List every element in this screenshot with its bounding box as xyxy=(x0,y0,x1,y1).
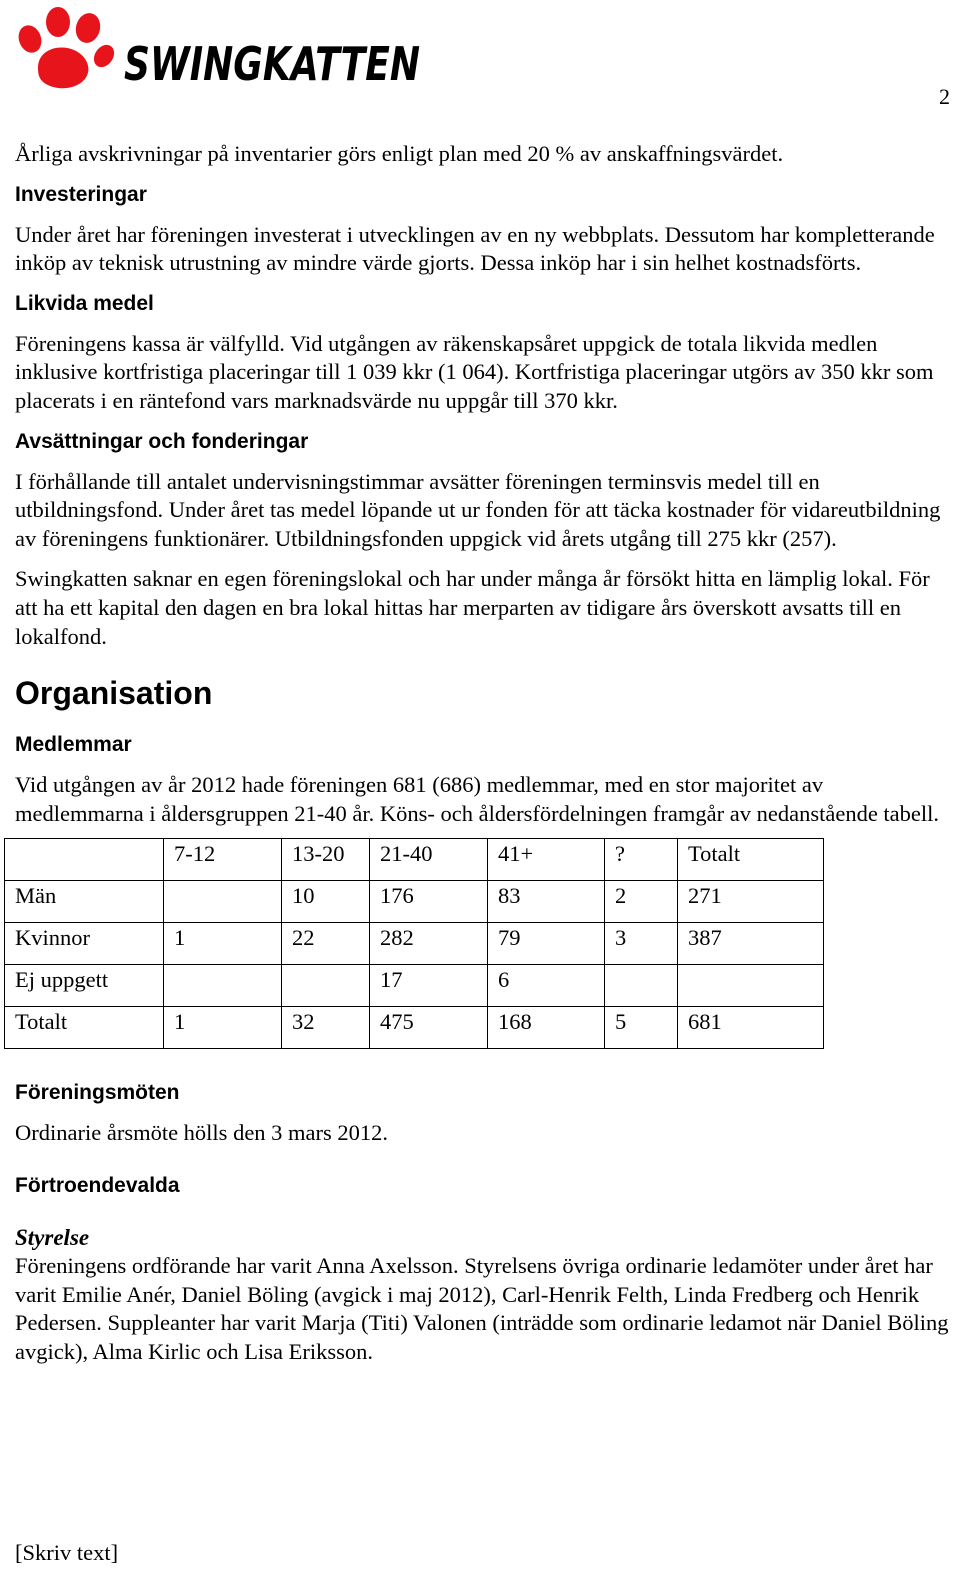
table-cell: 3 xyxy=(605,923,678,965)
table-cell xyxy=(5,839,164,881)
table-cell: 475 xyxy=(370,1007,488,1049)
swingkatten-logo xyxy=(16,6,426,94)
table-cell: 10 xyxy=(282,881,370,923)
table-cell: 21-40 xyxy=(370,839,488,881)
likvida-medel-paragraph: Föreningens kassa är välfylld. Vid utgången av räkenskapsåret uppgick de totala likvida medlen inklusive kortfristiga placeringar till 1 039 kkr (1 064). Kortfristiga placeringar utgörs av 350 kkr som placerats i en räntefond vars marknadsvärde nu uppgår till 370 kkr. xyxy=(15,330,934,413)
fortroendevalda-heading: Förtroendevalda xyxy=(15,1173,180,1197)
page-number: 2 xyxy=(939,84,950,109)
lokalfond-paragraph: Swingkatten saknar en egen föreningslokal och har under många år försökt hitta en lämplig lokal. För att ha ett kapital den dagen en bra lokal hittas har merparten av tidigare års överskott avsatts till en lokalfond. xyxy=(15,566,930,649)
foreningsmoten-paragraph: Ordinarie årsmöte hölls den 3 mars 2012. xyxy=(15,1120,389,1146)
table-row xyxy=(5,923,824,965)
table-cell: 79 xyxy=(488,923,605,965)
table-cell: Kvinnor xyxy=(5,923,164,965)
table-cell xyxy=(164,881,282,923)
table-cell xyxy=(282,965,370,1007)
organisation-heading: Organisation xyxy=(15,675,213,712)
table-cell: 41+ xyxy=(488,839,605,881)
table-cell xyxy=(164,965,282,1007)
table-cell: Män xyxy=(5,881,164,923)
table-cell: 176 xyxy=(370,881,488,923)
table-cell xyxy=(605,965,678,1007)
investeringar-paragraph: Under året har föreningen investerat i utvecklingen av en ny webbplats. Dessutom har kompletterande inköp av teknisk utrustning av mindre värde gjorts. Dessa inköp har i sin helhet kostnadsförts. xyxy=(15,221,935,276)
table-cell: 2 xyxy=(605,881,678,923)
table-cell: ? xyxy=(605,839,678,881)
utbildningsfond-paragraph: I förhållande till antalet undervisningstimmar avsätter föreningen terminsvis medel till en utbildningsfond. Under året tas medel löpande ut ur fonden för att täcka kostnader för vidareutbildning av föreningens funktionärer. Utbildningsfonden uppgick vid årets utgång till 275 kkr (257). xyxy=(15,468,941,551)
table-cell: 32 xyxy=(282,1007,370,1049)
table-cell: Ej uppgett xyxy=(5,965,164,1007)
table-cell: 22 xyxy=(282,923,370,965)
table-row xyxy=(5,1007,824,1049)
table-cell: 5 xyxy=(605,1007,678,1049)
table-cell: 1 xyxy=(164,923,282,965)
medlemmar-heading: Medlemmar xyxy=(15,733,132,757)
table-cell: 83 xyxy=(488,881,605,923)
table-cell: 1 xyxy=(164,1007,282,1049)
table-cell: 17 xyxy=(370,965,488,1007)
table-cell: 282 xyxy=(370,923,488,965)
table-row xyxy=(5,881,824,923)
foreningsmoten-heading: Föreningsmöten xyxy=(15,1081,180,1105)
members-table xyxy=(4,838,824,1049)
footer-placeholder: [Skriv text] xyxy=(15,1540,119,1565)
table-cell: 681 xyxy=(678,1007,824,1049)
table-cell: 168 xyxy=(488,1007,605,1049)
paw-icon xyxy=(15,7,118,88)
depreciation-paragraph: Årliga avskrivningar på inventarier görs enligt plan med 20 % av anskaffningsvärdet. xyxy=(15,141,784,166)
table-row xyxy=(5,965,824,1007)
avsattningar-heading: Avsättningar och fonderingar xyxy=(15,429,309,453)
table-cell: Totalt xyxy=(678,839,824,881)
logo-wordmark: SWINGKATTEN xyxy=(124,37,420,91)
table-cell: Totalt xyxy=(5,1007,164,1049)
table-header-row xyxy=(5,839,824,881)
styrelse-paragraph: Föreningens ordförande har varit Anna Axelsson. Styrelsens övriga ordinarie ledamöter under året har varit Emilie Anér, Daniel Böling (avgick i maj 2012), Carl-Henrik Felth, Linda Fredberg och Henrik Pedersen. Suppleanter har varit Marja (Titi) Valonen (inträdde som ordinarie ledamot när Daniel Böling avgick), Alma Kirlic och Lisa Eriksson. xyxy=(15,1252,949,1364)
styrelse-heading: Styrelse xyxy=(15,1224,90,1250)
table-cell: 387 xyxy=(678,923,824,965)
table-cell xyxy=(678,965,824,1007)
table-cell: 7-12 xyxy=(164,839,282,881)
table-cell: 13-20 xyxy=(282,839,370,881)
table-cell: 6 xyxy=(488,965,605,1007)
document-body xyxy=(15,140,950,1378)
medlemmar-paragraph: Vid utgången av år 2012 hade föreningen 681 (686) medlemmar, med en stor majoritet av medlemmarna i åldersgruppen 21-40 år. Köns- och åldersfördelningen framgår av nedanstående tabell. xyxy=(15,772,940,826)
likvida-medel-heading: Likvida medel xyxy=(15,291,154,315)
investeringar-heading: Investeringar xyxy=(15,182,147,206)
table-cell: 271 xyxy=(678,881,824,923)
